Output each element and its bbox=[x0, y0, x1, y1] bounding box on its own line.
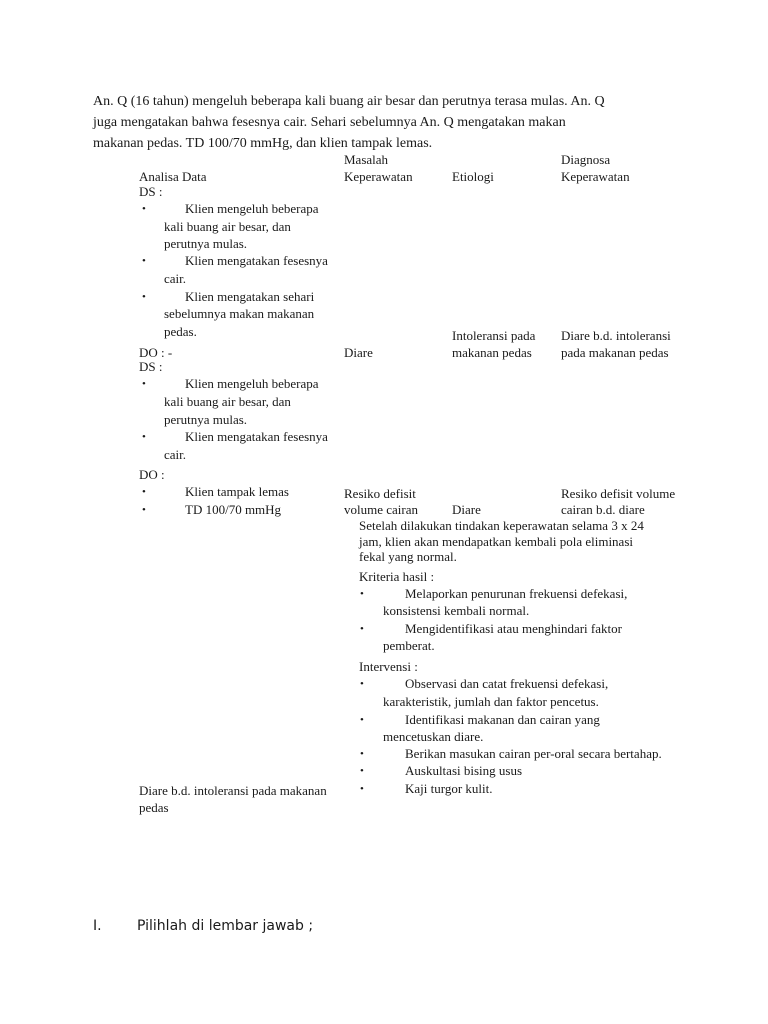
row1-ds-3-line-1: Klien mengatakan sehari bbox=[185, 289, 315, 304]
intervensi-4: Auskultasi bising usus bbox=[405, 763, 523, 778]
bullet-icon: • bbox=[360, 588, 364, 600]
tujuan-line-2: jam, klien akan mendapatkan kembali pola eliminasi bbox=[359, 534, 633, 549]
intervensi-1-line-2: karakteristik, jumlah dan faktor pencetus. bbox=[383, 694, 599, 709]
row2-masalah-2: volume cairan bbox=[344, 502, 418, 517]
bullet-icon: • bbox=[142, 431, 146, 443]
kriteria-label: Kriteria hasil : bbox=[359, 569, 435, 584]
bullet-icon: • bbox=[142, 486, 146, 498]
row2-ds-1-line-3: perutnya mulas. bbox=[164, 412, 248, 427]
intro-line-2: juga mengatakan bahwa fesesnya cair. Sehari sebelumnya An. Q mengatakan makan bbox=[93, 115, 566, 130]
bullet-icon: • bbox=[142, 255, 146, 267]
bullet-icon: • bbox=[360, 748, 364, 760]
row1-ds-1-line-3: perutnya mulas. bbox=[164, 236, 248, 251]
row1-etiologi-1: Intoleransi pada bbox=[452, 328, 536, 343]
header-masalah-1: Masalah bbox=[344, 152, 389, 167]
row1-diagnosa-2: pada makanan pedas bbox=[561, 345, 669, 360]
kriteria-1-line-2: konsistensi kembali normal. bbox=[383, 603, 530, 618]
row1-etiologi-2: makanan pedas bbox=[452, 345, 532, 360]
row2-diagnosa-1: Resiko defisit volume bbox=[561, 486, 676, 501]
bullet-icon: • bbox=[360, 783, 364, 795]
intervensi-1-line-1: Observasi dan catat frekuensi defekasi, bbox=[405, 676, 609, 691]
bullet-icon: • bbox=[360, 765, 364, 777]
row2-ds-label: DS : bbox=[139, 359, 163, 374]
row2-do-2: TD 100/70 mmHg bbox=[185, 502, 282, 517]
bullet-icon: • bbox=[360, 678, 364, 690]
row1-ds-2-line-1: Klien mengatakan fesesnya bbox=[185, 253, 328, 268]
tujuan-line-3: fekal yang normal. bbox=[359, 549, 457, 564]
plan-diagnosa-line-2: pedas bbox=[139, 800, 169, 815]
row2-ds-1-line-1: Klien mengeluh beberapa bbox=[185, 376, 319, 391]
row1-do-label: DO : - bbox=[139, 345, 173, 360]
question-text: Pilihlah di lembar jawab ; bbox=[137, 918, 314, 934]
intro-line-3: makanan pedas. TD 100/70 mmHg, dan klien tampak lemas. bbox=[93, 136, 433, 151]
plan-diagnosa-line-1: Diare b.d. intoleransi pada makanan bbox=[139, 783, 327, 798]
row2-etiologi: Diare bbox=[452, 502, 481, 517]
row2-do-label: DO : bbox=[139, 467, 165, 482]
bullet-icon: • bbox=[142, 291, 146, 303]
bullet-icon: • bbox=[142, 504, 146, 516]
row2-ds-1-line-2: kali buang air besar, dan bbox=[164, 394, 291, 409]
row1-ds-3-line-2: sebelumnya makan makanan bbox=[164, 306, 315, 321]
header-diagnosa-2: Keperawatan bbox=[561, 169, 630, 184]
row1-ds-3-line-3: pedas. bbox=[164, 324, 197, 339]
intervensi-2-line-1: Identifikasi makanan dan cairan yang bbox=[405, 712, 600, 727]
row1-diagnosa-1: Diare b.d. intoleransi bbox=[561, 328, 671, 343]
header-analisa-data: Analisa Data bbox=[139, 169, 207, 184]
tujuan-line-1: Setelah dilakukan tindakan keperawatan selama 3 x 24 bbox=[359, 518, 644, 533]
intervensi-label: Intervensi : bbox=[359, 659, 418, 674]
intervensi-2-line-2: mencetuskan diare. bbox=[383, 729, 484, 744]
row1-masalah: Diare bbox=[344, 345, 373, 360]
row1-ds-1-line-1: Klien mengeluh beberapa bbox=[185, 201, 319, 216]
intervensi-5: Kaji turgor kulit. bbox=[405, 781, 493, 796]
bullet-icon: • bbox=[142, 203, 146, 215]
row2-do-1: Klien tampak lemas bbox=[185, 484, 289, 499]
row2-ds-2-line-1: Klien mengatakan fesesnya bbox=[185, 429, 328, 444]
question-number: I. bbox=[93, 918, 102, 934]
row2-diagnosa-2: cairan b.d. diare bbox=[561, 502, 645, 517]
kriteria-2-line-1: Mengidentifikasi atau menghindari faktor bbox=[405, 621, 622, 636]
kriteria-1-line-1: Melaporkan penurunan frekuensi defekasi, bbox=[405, 586, 628, 601]
header-diagnosa-1: Diagnosa bbox=[561, 152, 611, 167]
intro-line-1: An. Q (16 tahun) mengeluh beberapa kali buang air besar dan perutnya terasa mulas. An. Q bbox=[93, 94, 605, 109]
bullet-icon: • bbox=[360, 714, 364, 726]
row1-ds-1-line-2: kali buang air besar, dan bbox=[164, 219, 291, 234]
header-etiologi: Etiologi bbox=[452, 169, 494, 184]
kriteria-2-line-2: pemberat. bbox=[383, 638, 435, 653]
header-masalah-2: Keperawatan bbox=[344, 169, 413, 184]
row2-ds-2-line-2: cair. bbox=[164, 447, 187, 462]
bullet-icon: • bbox=[142, 378, 146, 390]
bullet-icon: • bbox=[360, 623, 364, 635]
intervensi-3: Berikan masukan cairan per-oral secara bertahap. bbox=[405, 746, 662, 761]
row2-masalah-1: Resiko defisit bbox=[344, 486, 416, 501]
row1-ds-label: DS : bbox=[139, 184, 163, 199]
row1-ds-2-line-2: cair. bbox=[164, 271, 187, 286]
